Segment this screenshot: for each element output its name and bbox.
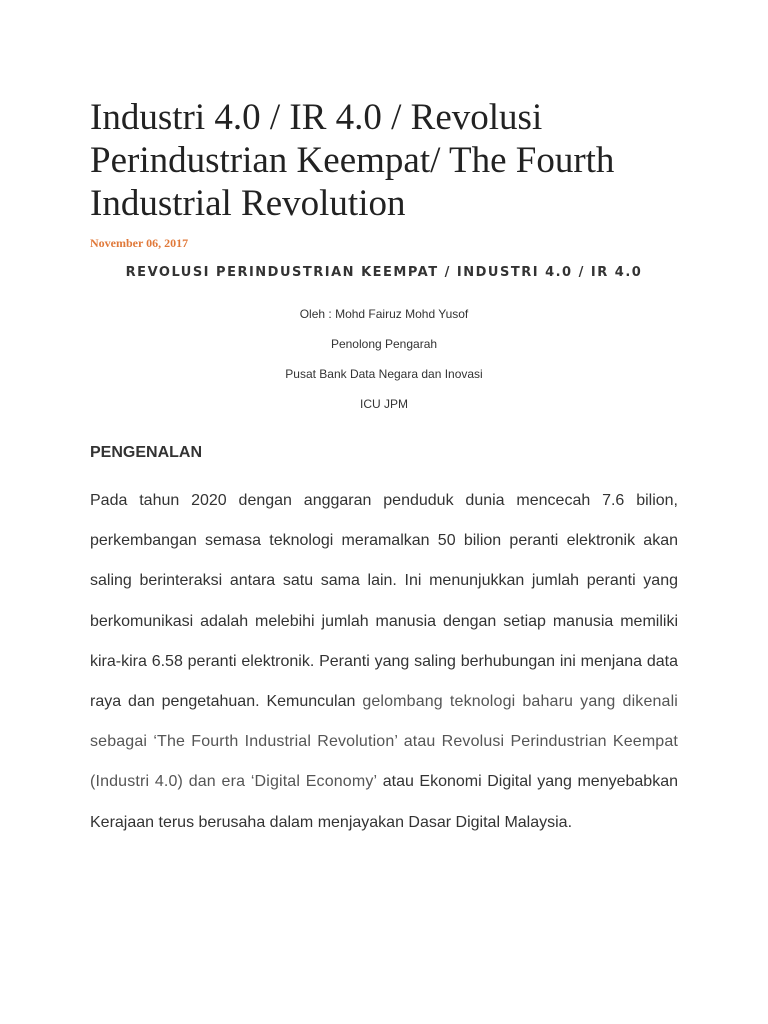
- byline-organization: Pusat Bank Data Negara dan Inovasi: [285, 367, 483, 381]
- byline-position: Penolong Pengarah: [330, 337, 438, 351]
- post-title: Industri 4.0 / IR 4.0 / Revolusi Perindustrian Keempat/ The Fourth Industrial Revolution: [90, 97, 615, 224]
- paragraph-text-part1: Pada tahun 2020 dengan anggaran penduduk dunia mencecah 7.6 bilion, perkembangan semasa teknologi meramalkan 50 bilion peranti elektronik akan saling berinteraksi antara satu sama lain. Ini menunjukkan jumlah peranti yang berkomunikasi adalah melebihi jumlah manusia dengan setiap manusia memiliki kira-kira 6.58 peranti elektronik. Peranti yang saling berhubungan ini menjana data raya dan pengetahuan. Kemunculan: [90, 492, 678, 711]
- paragraph-text-part2: gelombang teknologi baharu yang dikenali sebagai ‘The Fourth Industrial Revolution’ atau Revolusi Perindustrian Keempat (Industri 4.0) dan era ‘Digital Economy’: [90, 693, 678, 791]
- article-subheading: REVOLUSI PERINDUSTRIAN KEEMPAT / INDUSTRI 4.0 / IR 4.0: [125, 265, 643, 280]
- section-heading: PENGENALAN: [90, 444, 203, 461]
- byline-unit: ICU JPM: [360, 397, 408, 411]
- post-date: November 06, 2017: [90, 236, 189, 250]
- intro-paragraph: [90, 481, 678, 843]
- byline-author: Oleh : Mohd Fairuz Mohd Yusof: [299, 307, 469, 321]
- paragraph-text-part3: atau Ekonomi Digital yang menyebabkan Kerajaan terus berusaha dalam menjayakan Dasar Digital Malaysia.: [90, 773, 678, 831]
